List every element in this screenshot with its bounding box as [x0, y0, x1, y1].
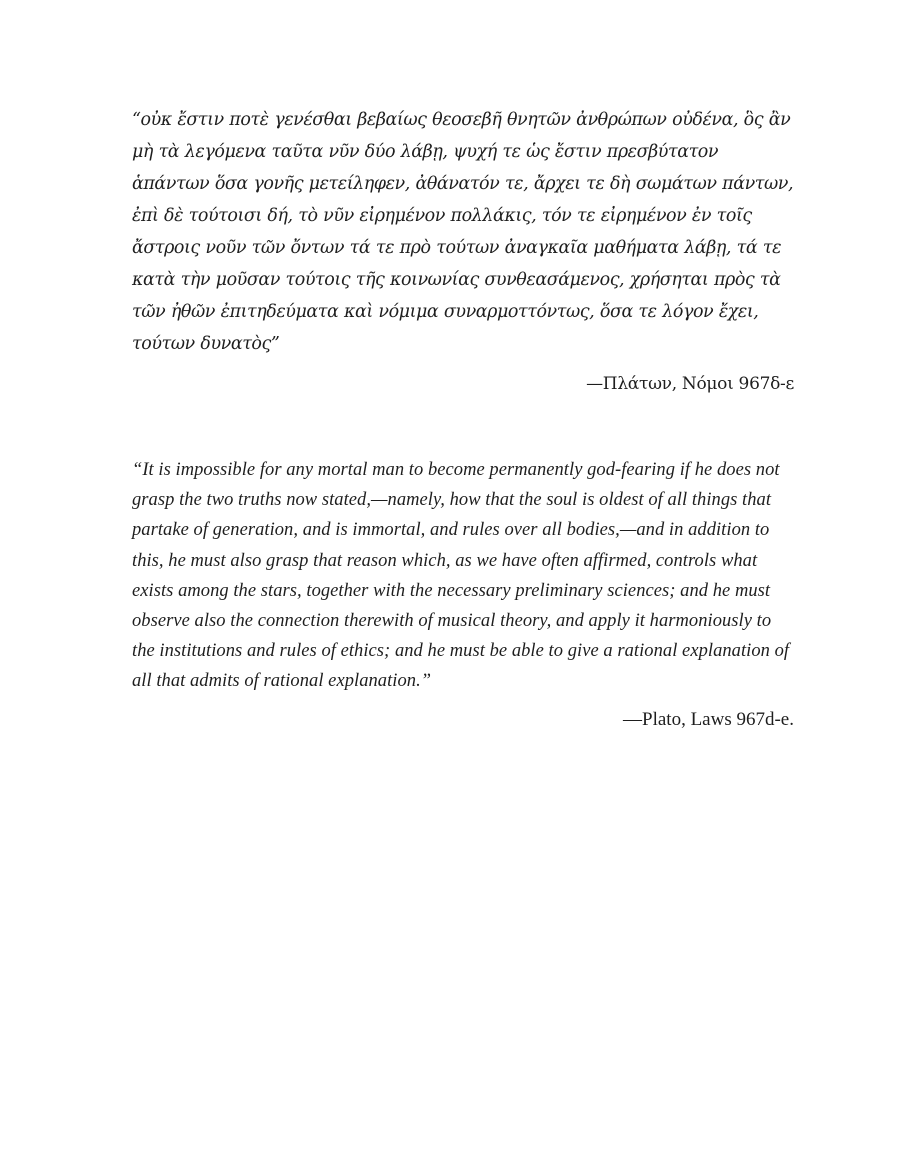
greek-quote-attribution: —Πλάτων, Νόμοι 967δ-ε: [586, 374, 794, 394]
english-quote-text: “It is impossible for any mortal man to become permanently god-fearing if he does not grasp the two truths now stated,—namely, how that the soul is oldest of all things that partake of generation, and is immortal, and rules over all bodies,—and in addition to this, he must also grasp that reason which, as we have often affirmed, controls what exists among the stars, together with the necessary preliminary sciences; and he must observe also the connection therewith of musical theory, and apply it harmoniously to the institutions and rules of ethics; and he must be able to give a rational explanation of all that admits of rational explanation.”: [132, 460, 790, 692]
english-quote-block: [132, 455, 794, 733]
english-quote-attribution: —Plato, Laws 967d-e.: [623, 708, 794, 730]
greek-quote-block: [132, 104, 794, 397]
greek-quote-text: “οὐκ ἔστιν ποτὲ γενέσθαι βεβαίως θεοσεβῆ θνητῶν ἀνθρώπων οὐδένα, ὃς ἂν μὴ τὰ λεγόμενα ταῦτα νῦν δύο λάβῃ, ψυχή τε ὡς ἔστιν πρεσβύτατον ἁπάντων ὅσα γονῆς μετείληφεν, ἀθάνατόν τε, ἄρχει τε δὴ σωμάτων πάντων, ἐπὶ δὲ τούτοισι δή, τὸ νῦν εἰρημένον πολλάκις, τόν τε εἰρημένον ἐν τοῖς ἄστροις νοῦν τῶν ὄντων τά τε πρὸ τούτων ἀναγκαῖα μαθήματα λάβῃ, τά τε κατὰ τὴν μοῦσαν τούτοις τῆς κοινωνίας συνθεασάμενος, χρήσηται πρὸς τὰ τῶν ἠθῶν ἐπιτηδεύματα καὶ νόμιμα συναρμοττόντως, ὅσα τε λόγον ἔχει, τούτων δυνατὸς”: [132, 110, 794, 354]
